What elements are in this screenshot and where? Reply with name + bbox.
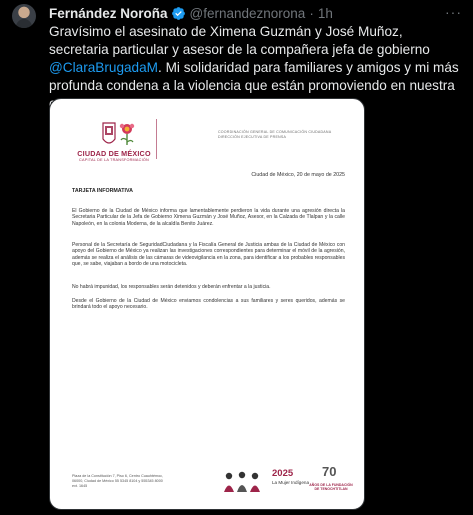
- footer-logos: [222, 464, 352, 502]
- document-paragraph: Personal de la Secretaría de SeguridadCiudadana y la Fiscalía General de Justicia ambas de la Ciudad de México con apoyo del Gobierno de México ya realizan las investigaciones correspondientes para determinar el móvil de la agresión, además se realiza el análisis de las cámaras de videovigilancia en la zona, para identificar a los probables responsables que, se sabe, viajaban a bordo de una motocicleta.: [72, 242, 345, 267]
- mention-link[interactable]: @ClaraBrugadaM: [49, 60, 159, 75]
- separator-dot: ·: [309, 5, 314, 21]
- post-header: [49, 4, 333, 22]
- footer-year: 2025: [272, 468, 294, 479]
- org-line-1: COORDINACIÓN GENERAL DE COMUNICACIÓN CIUDADANA: [218, 130, 332, 134]
- footer-address: Plaza de la Constitución 7, Piso 6, Centro Cuauhtémoc, 06000, Ciudad de México 55 5345 8104 y 555345 8000 ext. 1645: [72, 474, 164, 488]
- footer-tenochtitlan: AÑOS DE LA FUNDACIÓN DE TENOCHTITLAN: [309, 483, 353, 492]
- women-illustration-icon: [222, 470, 262, 492]
- post-text-part2: . Mi solidaridad para familiares y amigos y mi más profunda condena a la violencia que están promoviendo en nuestra: [49, 60, 459, 93]
- post-text-part1: Gravísimo el asesinato de Ximena Guzmán y José Muñoz, secretaria particular y asesor de la compañera jefa de gobierno: [49, 24, 430, 57]
- more-options-icon[interactable]: ···: [445, 4, 462, 20]
- cdmx-logo: [77, 117, 149, 175]
- footer-mujer: La Mujer Indígena: [272, 480, 310, 485]
- verified-badge-icon: [171, 6, 186, 21]
- post-time[interactable]: 1h: [317, 5, 333, 21]
- author-name[interactable]: Fernández Noroña: [49, 5, 168, 21]
- attached-image[interactable]: [49, 98, 365, 510]
- org-line-2: DIRECCIÓN EJECUTIVA DE PRENSA: [218, 135, 287, 139]
- document-paragraph: No habrá impunidad, los responsables serán detenidos y deberán enfrentar a la justicia.: [72, 284, 271, 290]
- document-paragraph: El Gobierno de la Ciudad de México informa que lamentablemente perdieron la vida durante una agresión directa la Secretaria Particular de la Jefa de Gobierno Ximena Guzmán y José Muñoz, Asesor, en la Calzada de Tlalpan y la calle Napoleón, en la colonia Moderna, de la alcaldía Benito Juárez.: [72, 208, 345, 227]
- footer-70: 70: [322, 464, 337, 479]
- logo-subtitle: CAPITAL DE LA TRANSFORMACIÓN: [79, 158, 149, 162]
- author-handle[interactable]: @fernandeznorona: [189, 5, 306, 21]
- header-divider: [156, 119, 157, 159]
- issuing-office: [218, 130, 358, 140]
- document-date: Ciudad de México, 20 de mayo de 2025: [251, 172, 345, 178]
- logo-title: CIUDAD DE MÉXICO: [77, 149, 151, 158]
- author-avatar[interactable]: [12, 4, 36, 28]
- document-paragraph: Desde el Gobierno de la Ciudad de México enviamos condolencias a sus familiares y seres queridos, además se brindará todo el apoyo necesario.: [72, 298, 345, 311]
- document-title: TARJETA INFORMATIVA: [72, 188, 133, 194]
